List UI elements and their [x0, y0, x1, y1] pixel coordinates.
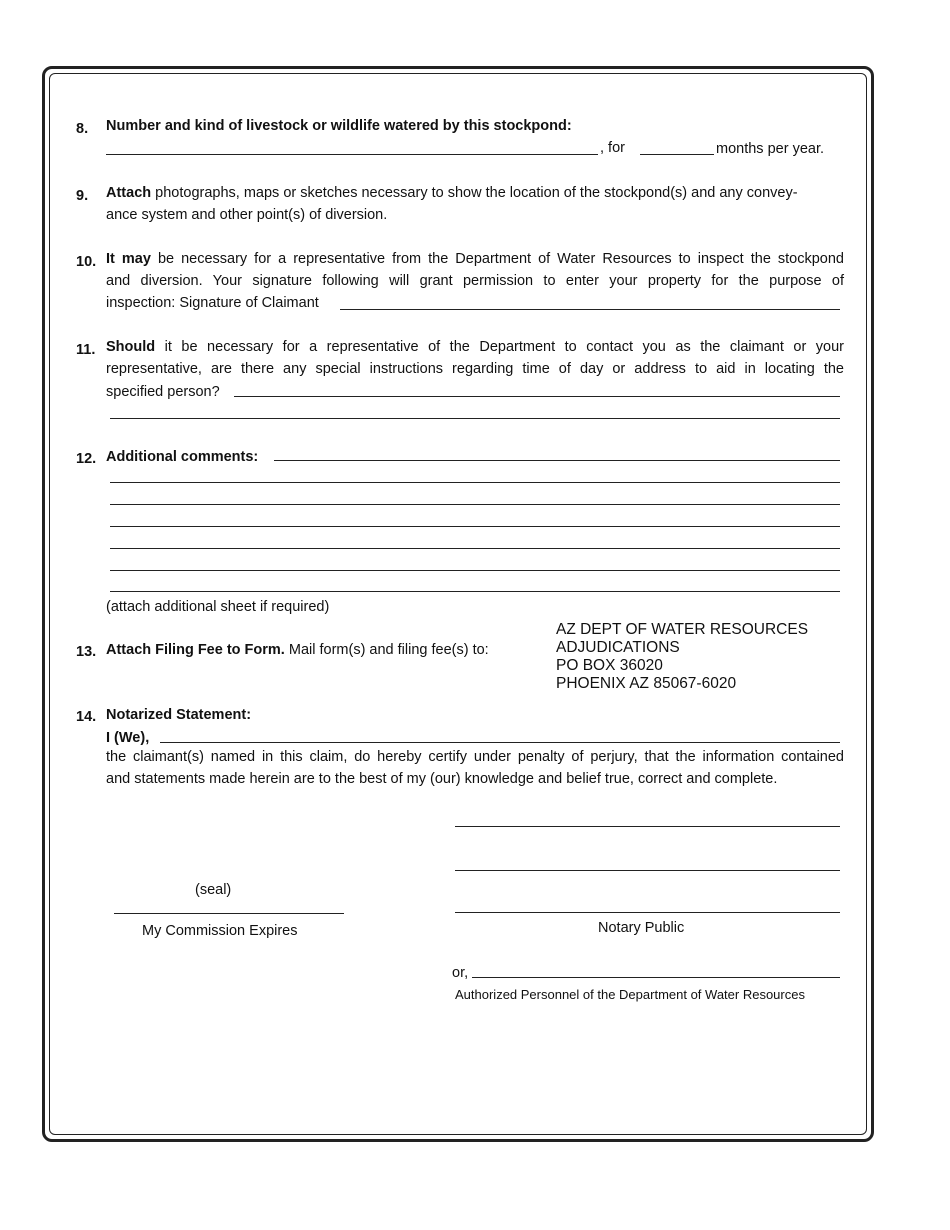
address-line-2: ADJUDICATIONS: [556, 639, 680, 656]
months-field[interactable]: [640, 154, 714, 155]
or-label: or,: [452, 965, 469, 981]
item-9-text: photographs, maps or sketches necessary to show the location of the stockpond(s) and any convey-: [155, 185, 798, 201]
item-10-bold: It may: [106, 251, 151, 267]
item-13-bold: Attach Filing Fee to Form.: [106, 642, 285, 658]
item-10-line2: and diversion. Your signature following will grant permission to enter your property for the purpose of: [106, 273, 844, 289]
authorized-personnel-label: Authorized Personnel of the Department of Water Resources: [455, 987, 805, 1002]
comments-field-7[interactable]: [110, 591, 840, 592]
item-14-line2: and statements made herein are to the best of my (our) knowledge and belief true, correct and complete.: [106, 771, 778, 787]
item-13-text-line: [106, 641, 489, 659]
special-instructions-field[interactable]: [234, 396, 840, 397]
item-8-number: 8.: [76, 121, 89, 137]
item-8-months-text: months per year.: [716, 141, 824, 157]
item-10-line1: [106, 250, 844, 268]
notary-public-field[interactable]: [455, 912, 840, 913]
item-10-line3: inspection: Signature of Claimant: [106, 295, 319, 311]
item-9-number: 9.: [76, 188, 89, 204]
comments-field-5[interactable]: [110, 548, 840, 549]
item-11-line3: specified person?: [106, 384, 220, 400]
commission-expires-field[interactable]: [114, 913, 344, 914]
special-instructions-field-2[interactable]: [110, 418, 840, 419]
item-10-text: be necessary for a representative from the Department of Water Resources to inspect the stockpond: [157, 251, 844, 267]
comments-field-6[interactable]: [110, 570, 840, 571]
item-11-number: 11.: [76, 342, 96, 358]
item-8-for-text: , for: [600, 140, 625, 156]
authorized-personnel-field[interactable]: [472, 977, 840, 978]
address-line-1: AZ DEPT OF WATER RESOURCES: [556, 621, 809, 638]
item-14-line1: the claimant(s) named in this claim, do hereby certify under penalty of perjury, that the information contained: [106, 749, 844, 765]
item-11-line2: representative, are there any special instructions regarding time of day or address to aid in locating the: [106, 361, 844, 377]
comments-field-1[interactable]: [274, 460, 840, 461]
address-line-3: PO BOX 36020: [556, 657, 663, 674]
item-8-label: Number and kind of livestock or wildlife watered by this stockpond:: [106, 118, 572, 134]
item-13-number: 13.: [76, 644, 97, 660]
item-9-line2: ance system and other point(s) of diversion.: [106, 207, 388, 223]
address-line-4: PHOENIX AZ 85067-6020: [556, 675, 737, 692]
item-12-note: (attach additional sheet if required): [106, 599, 330, 615]
item-12-number: 12.: [76, 451, 97, 467]
item-12-label: Additional comments:: [106, 449, 259, 465]
item-11-text: it be necessary for a representative of the Department to contact you as the claimant or your: [164, 339, 844, 355]
item-14-number: 14.: [76, 709, 97, 725]
seal-label: (seal): [195, 882, 232, 898]
notary-signature-line-1[interactable]: [455, 826, 840, 827]
item-14-label: Notarized Statement:: [106, 707, 252, 723]
notary-signature-line-2[interactable]: [455, 870, 840, 871]
claimant-signature-field[interactable]: [340, 309, 840, 310]
comments-field-4[interactable]: [110, 526, 840, 527]
item-13-text: Mail form(s) and filing fee(s) to:: [288, 642, 489, 658]
item-11-bold: Should: [106, 339, 156, 355]
item-11-line1: [106, 338, 844, 356]
item-9-bold: Attach: [106, 185, 152, 201]
commission-expires-label: My Commission Expires: [142, 923, 298, 939]
livestock-kind-field[interactable]: [106, 154, 598, 155]
notary-public-label: Notary Public: [598, 920, 685, 936]
item-9-line1: [106, 184, 842, 202]
comments-field-2[interactable]: [110, 482, 840, 483]
item-14-we: I (We),: [106, 730, 150, 746]
item-10-number: 10.: [76, 254, 97, 270]
claimant-names-field[interactable]: [160, 742, 840, 743]
comments-field-3[interactable]: [110, 504, 840, 505]
